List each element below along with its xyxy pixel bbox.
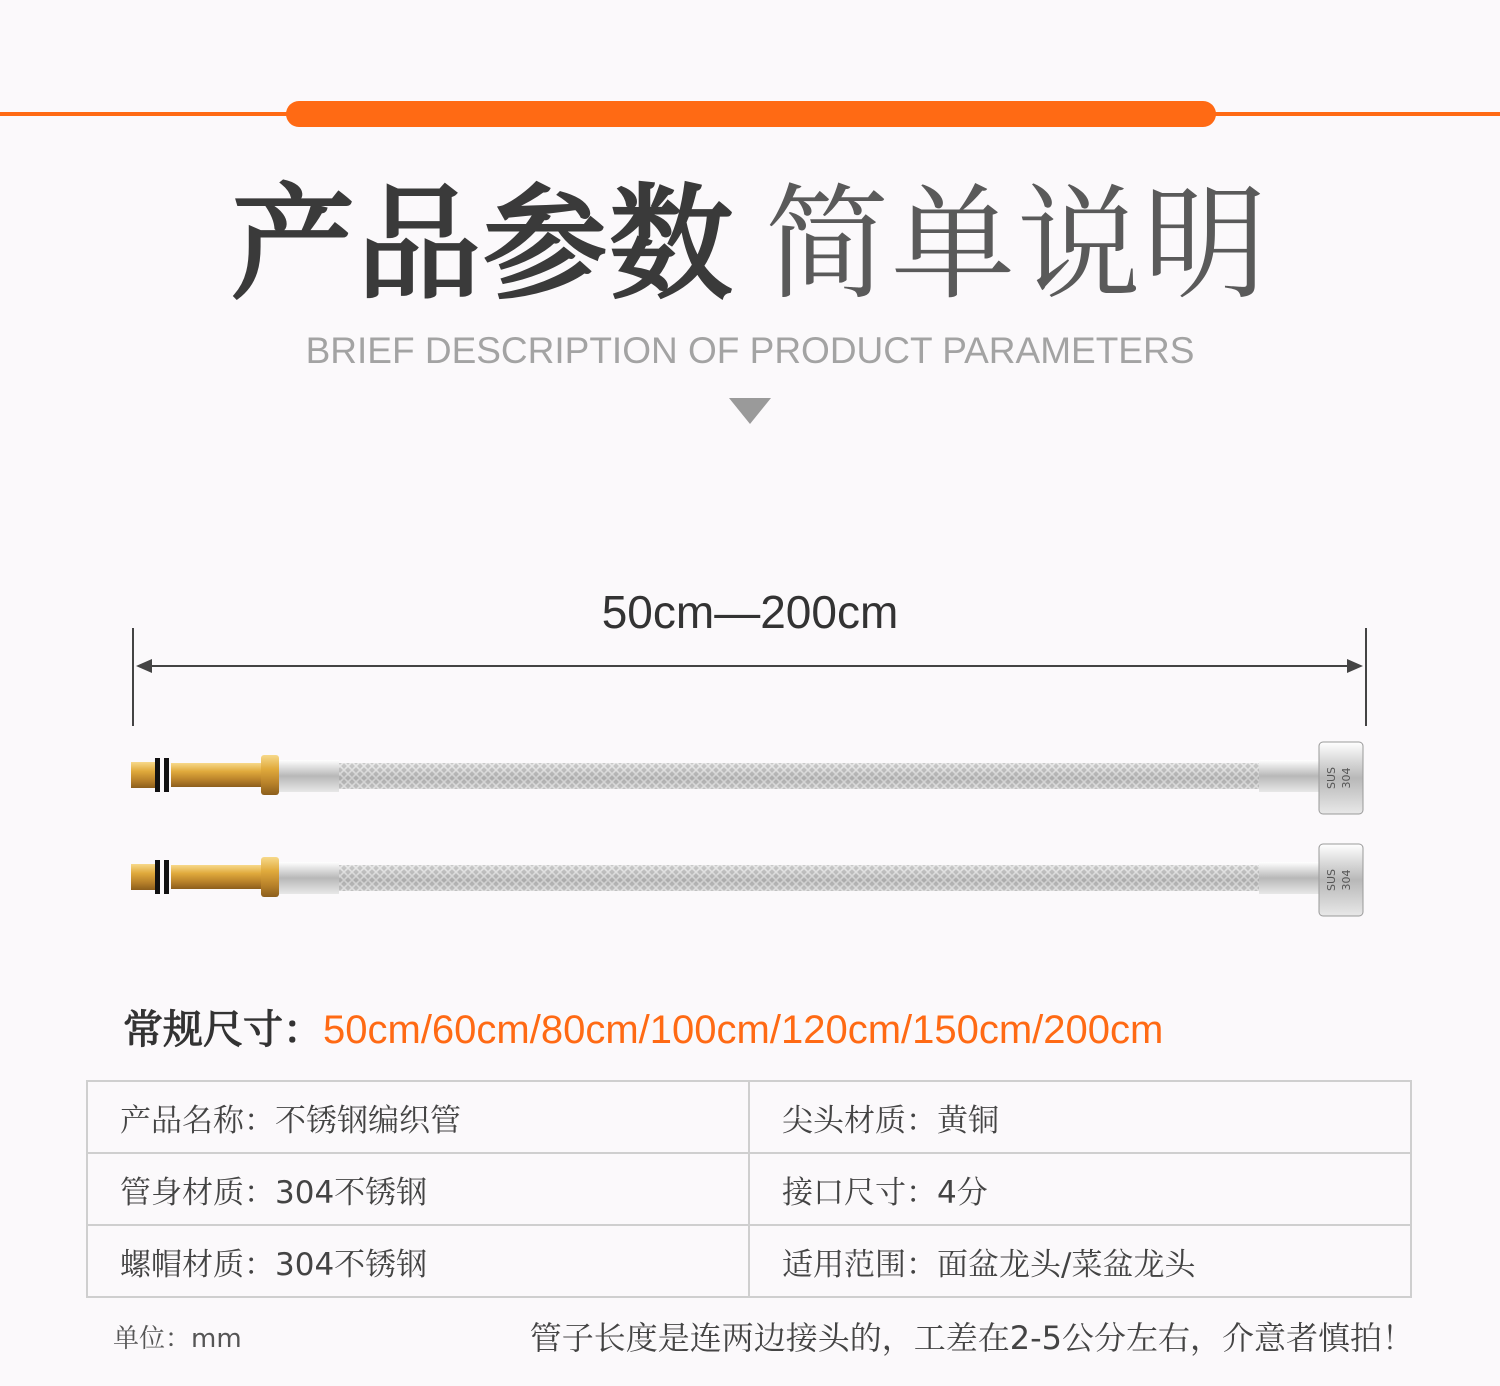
- param-cell: 接口尺寸：4分: [749, 1153, 1411, 1225]
- title-bold: 产品参数: [230, 173, 735, 317]
- length-range-label: 50cm—200cm: [601, 586, 899, 638]
- nut-marking-2: 304: [1340, 767, 1353, 789]
- nut-marking-4: 304: [1340, 869, 1353, 891]
- nut-marking-1: SUS: [1325, 766, 1338, 790]
- standard-sizes: [123, 1000, 1163, 1060]
- arrow-left-icon: [136, 659, 152, 673]
- table-row: [87, 1153, 1411, 1225]
- arrow-right-icon: [1347, 659, 1363, 673]
- table-row: [87, 1225, 1411, 1297]
- sizes-value: 50cm/60cm/80cm/100cm/120cm/150cm/200cm: [323, 1008, 1164, 1052]
- page-title: [0, 175, 1500, 315]
- hose-1: [131, 742, 1363, 814]
- tolerance-note: 管子长度是连两边接头的，工差在2-5公分左右，介意者慎拍！: [529, 1319, 1414, 1357]
- nut-marking-3: SUS: [1325, 868, 1338, 892]
- header-accent-bar: [286, 101, 1216, 127]
- param-cell: 螺帽材质：304不锈钢: [87, 1225, 749, 1297]
- param-cell: 尖头材质：黄铜: [749, 1081, 1411, 1153]
- unit-label: 单位：mm: [113, 1324, 242, 1354]
- triangle-down-icon: [729, 398, 771, 424]
- params-table: [86, 1080, 1412, 1298]
- param-cell: 管身材质：304不锈钢: [87, 1153, 749, 1225]
- sizes-label: 常规尺寸：: [123, 1007, 323, 1053]
- table-row: [87, 1081, 1411, 1153]
- dimension-line: [0, 620, 1500, 730]
- param-cell: 适用范围：面盆龙头/菜盆龙头: [749, 1225, 1411, 1297]
- product-image: [0, 730, 1500, 930]
- param-cell: 产品名称：不锈钢编织管: [87, 1081, 749, 1153]
- page-subtitle: BRIEF DESCRIPTION OF PRODUCT PARAMETERS: [305, 330, 1195, 371]
- title-light: 简单说明: [765, 173, 1270, 317]
- hose-2: [131, 844, 1363, 916]
